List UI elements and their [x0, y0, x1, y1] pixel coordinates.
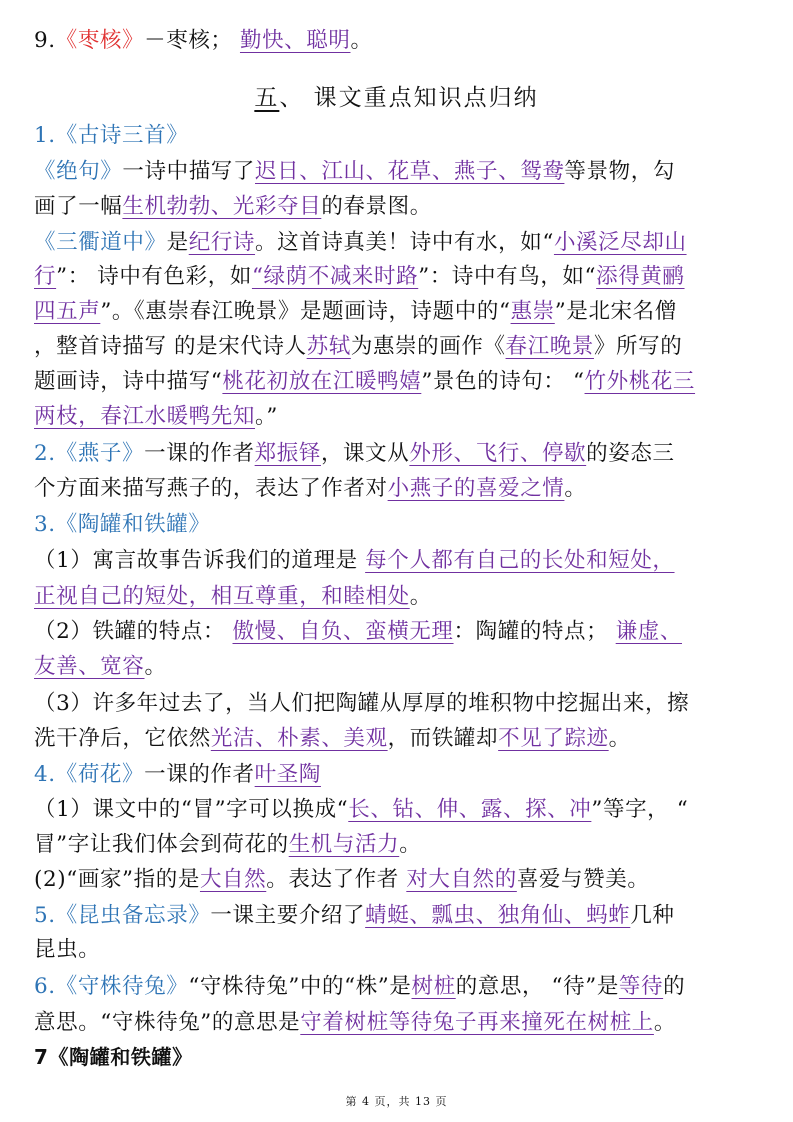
text-segment: 。	[144, 654, 167, 679]
item-number: 9.	[34, 28, 56, 53]
text-segment: 的姿态三	[586, 441, 675, 466]
answer-text: “绿荫不减来时路	[251, 264, 419, 289]
line-10	[34, 367, 695, 397]
text-segment: 洗干净后，它依然	[34, 726, 211, 751]
text-segment: 昆虫。	[34, 937, 101, 962]
text-segment: 。表达了作者	[266, 867, 407, 892]
line-9	[34, 332, 682, 362]
text-segment: （1）寓言故事告诉我们的道理是	[34, 548, 366, 573]
answer-text: 等待	[618, 974, 664, 999]
text-segment: ，整首诗描写 的是宋代诗人	[34, 334, 307, 359]
answer-text: 光洁、朴素、美观	[210, 726, 388, 751]
line-13	[34, 474, 587, 504]
line-6	[34, 228, 687, 258]
text-segment: －枣核；	[144, 28, 233, 53]
text-segment: ，课文从	[320, 441, 410, 466]
answer-text: 郑振铎	[254, 441, 321, 466]
line-12	[34, 439, 675, 469]
text-segment: 个方面来描写燕子的，表达了作者对	[34, 476, 388, 501]
answer-text: 两枝，春江水暖鸭先知	[34, 404, 256, 429]
answer-text: 正视自己的短处，相互尊重，和睦相处	[34, 584, 410, 609]
line-23	[34, 830, 421, 860]
text-segment: 》所写的	[593, 334, 683, 359]
lesson-heading-text: 5.《昆虫备忘录》	[34, 903, 211, 928]
text-segment: 一诗中描写了	[122, 159, 256, 184]
answer-text: 大自然	[199, 867, 267, 892]
text-segment: （2）铁罐的特点：	[34, 619, 233, 644]
text-segment: ，而铁罐却	[387, 726, 499, 751]
page-footer: 第 4 页，共 13 页	[345, 1095, 448, 1108]
line-25	[34, 901, 675, 931]
lesson-heading-text: 6.《守株待兔》	[34, 974, 189, 999]
answer-text: 树桩	[411, 974, 456, 999]
answer-text: 添得黄鹂	[596, 264, 685, 289]
line-26	[34, 935, 100, 965]
line-11	[34, 402, 278, 432]
answer-text: 傲慢、自负、蛮横无理	[232, 619, 454, 644]
text-segment: 。”	[255, 404, 278, 429]
text-segment: （3）许多年过去了，当人们把陶罐从厚厚的堆积物中挖掘出来，擦	[34, 691, 690, 716]
answer-text: 春江晚景	[505, 334, 594, 359]
answer-text: 每个人都有自己的长处和短处，	[365, 548, 675, 573]
text-segment: ”：诗中有鸟，如“	[418, 264, 597, 289]
answer-text: 谦虚、	[615, 619, 682, 644]
answer-text: 生机勃勃、光彩夺目	[122, 194, 322, 219]
text-segment: 的	[663, 974, 686, 999]
text-segment: 。	[653, 1010, 677, 1035]
answer-text: 外形、飞行、停歇	[409, 441, 587, 466]
text-segment: 。	[350, 28, 373, 53]
text-segment: 题画诗，诗中描写“	[34, 369, 223, 394]
section-number: 五	[254, 85, 280, 111]
text-segment: “守株待兔”中的“株”是	[188, 974, 412, 999]
answer-text: 叶圣陶	[254, 762, 321, 787]
answer-text: 蜻蜓、瓢虫、独角仙、蚂蚱	[365, 903, 631, 928]
poem-title: 《绝句》	[34, 159, 123, 184]
text-segment: 一课的作者	[144, 762, 255, 787]
line-4	[34, 157, 675, 187]
answer-text: 生机与活力	[288, 832, 400, 857]
answer-text: 长、钻、伸、露、探、冲	[348, 797, 592, 822]
line-22	[34, 795, 688, 825]
text-segment: 等景物，勾	[564, 159, 675, 184]
text-segment: 是	[166, 230, 189, 255]
line-15	[34, 546, 675, 576]
text-segment: ”： 诗中有色彩，如	[56, 264, 252, 289]
answer-text: 纪行诗	[188, 230, 256, 255]
text-segment: ”。《惠崇春江晚景》是题画诗，诗题中的“	[100, 299, 511, 324]
text-segment: ”景色的诗句： “	[421, 369, 585, 394]
text-segment: 冒”字让我们体会到荷花的	[34, 832, 289, 857]
poem-title: 《三衢道中》	[34, 230, 167, 255]
text-segment: 。	[608, 726, 631, 751]
text-segment: 一课的作者	[144, 441, 255, 466]
text-segment: （1）课文中的“冒”字可以换成“	[34, 797, 349, 822]
text-segment: 。这首诗真美！诗中有水，如“	[255, 230, 554, 255]
line-1-zaohe	[34, 26, 373, 56]
text-segment: 。	[399, 832, 422, 857]
answer-text: 行	[34, 264, 57, 289]
lesson-heading-text: 2.《燕子》	[34, 441, 145, 466]
answer-text: 苏轼	[306, 334, 351, 359]
text-segment: (2)“画家”指的是	[34, 867, 200, 892]
answer-text: 小燕子的喜爱之情	[387, 476, 565, 501]
text-segment: 。	[409, 584, 432, 609]
text-segment: ：陶罐的特点；	[453, 619, 616, 644]
text-segment: 为惠崇的画作《	[350, 334, 506, 359]
lesson-heading-text: 3.《陶罐和铁罐》	[34, 512, 211, 537]
line-7	[34, 262, 685, 292]
section-heading	[0, 82, 793, 114]
answer-text: 惠崇	[510, 299, 555, 324]
lesson-heading-1	[34, 121, 188, 151]
answer-text: 小溪泛尽却山	[553, 230, 687, 255]
line-27	[34, 972, 685, 1002]
text-segment: ”等字， “	[591, 797, 689, 822]
answer-text: 友善、宽容	[34, 654, 145, 679]
answer-text: 对大自然的	[406, 867, 517, 892]
lesson-heading-text: 7《陶罐和铁罐》	[34, 1045, 193, 1069]
text-segment: 一课主要介绍了	[210, 903, 366, 928]
answer-text: 勤快、聪明	[239, 28, 351, 53]
lesson-title-zaohe: 《枣核》	[55, 28, 145, 53]
text-segment: 喜爱与赞美。	[516, 867, 650, 892]
lesson-heading-text: 4.《荷花》	[34, 762, 145, 787]
line-28	[34, 1008, 676, 1038]
text-segment: 的意思， “待”是	[455, 974, 619, 999]
answer-text: 守着树桩等待兔子再来撞死在树桩上	[300, 1010, 654, 1035]
lesson-heading-text: 1.《古诗三首》	[34, 123, 189, 148]
answer-text: 迟日、江山、花草、燕子、鸳鸯	[255, 159, 565, 184]
text-segment: 意思。“守株待兔”的意思是	[34, 1010, 301, 1035]
line-5	[34, 192, 432, 222]
answer-text: 竹外桃花三	[584, 369, 696, 394]
answer-text: 四五声	[34, 299, 101, 324]
line-8	[34, 297, 677, 327]
line-24	[34, 865, 649, 895]
lesson-heading-7	[34, 1042, 193, 1072]
text-segment: ”是北宋名僧	[554, 299, 677, 324]
line-19	[34, 689, 689, 719]
line-18	[34, 652, 167, 682]
line-17	[34, 617, 682, 647]
section-title: 、 课文重点知识点归纳	[279, 85, 539, 111]
text-segment: 几种	[630, 903, 675, 928]
line-16	[34, 582, 432, 612]
answer-text: 不见了踪迹	[498, 726, 609, 751]
line-21	[34, 760, 321, 790]
answer-text: 桃花初放在江暖鸭嬉	[222, 369, 422, 394]
text-segment: 。	[564, 476, 587, 501]
lesson-heading-3	[34, 510, 210, 540]
text-segment: 画了一幅	[34, 194, 123, 219]
text-segment: 的春景图。	[321, 194, 432, 219]
line-20	[34, 724, 631, 754]
